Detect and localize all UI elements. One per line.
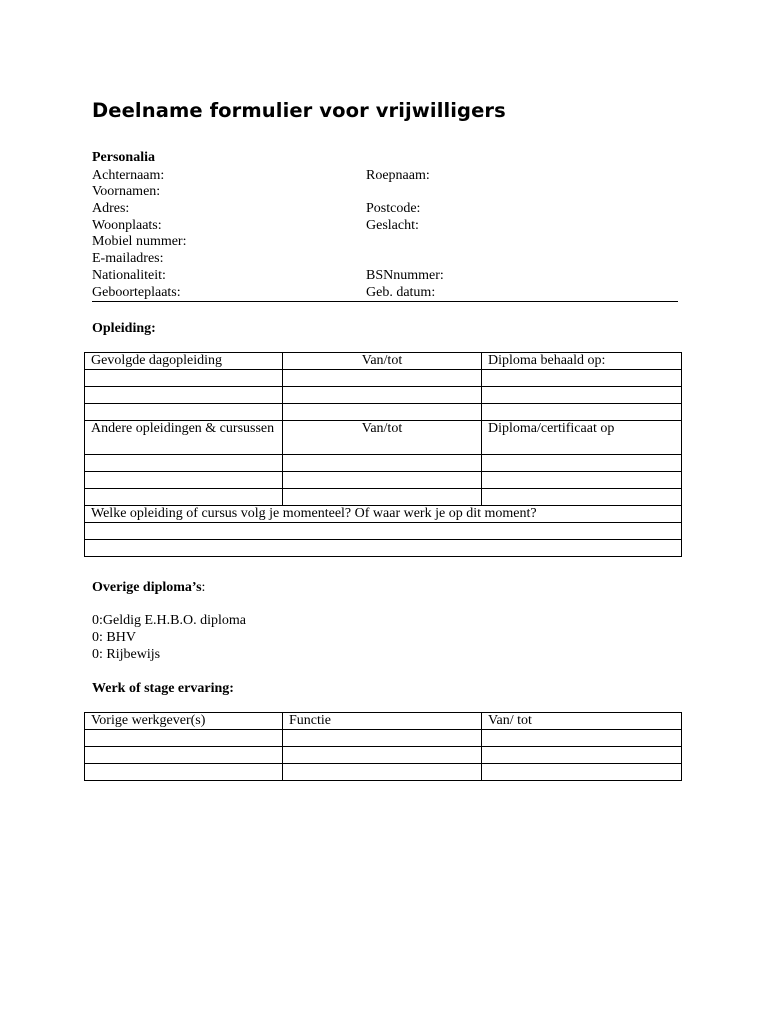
geboorteplaats-label: Geboorteplaats: — [92, 285, 181, 300]
table-row — [85, 472, 682, 489]
header-cell: Gevolgde dagopleiding — [85, 353, 283, 370]
table-row — [85, 370, 682, 387]
woonplaats-label: Woonplaats: — [92, 218, 162, 233]
empty-cell[interactable] — [283, 404, 482, 421]
achternaam-label: Achternaam: — [92, 168, 165, 183]
empty-cell[interactable] — [85, 523, 682, 540]
mobiel-nummer-label: Mobiel nummer: — [92, 234, 187, 249]
empty-cell[interactable] — [283, 472, 482, 489]
empty-cell[interactable] — [283, 730, 482, 747]
empty-cell[interactable] — [482, 455, 682, 472]
empty-cell[interactable] — [85, 747, 283, 764]
empty-cell[interactable] — [283, 387, 482, 404]
opleiding-heading: Opleiding: — [92, 321, 156, 336]
empty-cell[interactable] — [482, 387, 682, 404]
table-row — [85, 506, 682, 523]
header-cell: Van/tot — [283, 421, 482, 455]
empty-cell[interactable] — [85, 404, 283, 421]
personalia-heading: Personalia — [92, 150, 155, 165]
header-cell: Van/tot — [283, 353, 482, 370]
overige-heading: Overige diploma’s — [92, 580, 202, 595]
table-row — [85, 523, 682, 540]
empty-cell[interactable] — [283, 764, 482, 781]
empty-cell[interactable] — [85, 730, 283, 747]
header-cell: Functie — [283, 713, 482, 730]
empty-cell[interactable] — [85, 455, 283, 472]
empty-cell[interactable] — [85, 489, 283, 506]
overige-colon: : — [201, 580, 206, 595]
header-cell: Vorige werkgever(s) — [85, 713, 283, 730]
opleiding-table — [84, 352, 682, 557]
table-row — [85, 489, 682, 506]
nationaliteit-label: Nationaliteit: — [92, 268, 166, 283]
table-row — [85, 747, 682, 764]
empty-cell[interactable] — [283, 747, 482, 764]
werk-heading: Werk of stage ervaring: — [92, 681, 234, 696]
postcode-label: Postcode: — [366, 201, 421, 216]
empty-cell[interactable] — [482, 730, 682, 747]
table-row — [85, 455, 682, 472]
bsn-label: BSNnummer: — [366, 268, 444, 283]
geb-datum-label: Geb. datum: — [366, 285, 436, 300]
empty-cell[interactable] — [482, 370, 682, 387]
table-row — [85, 387, 682, 404]
diploma-bhv: 0: BHV — [92, 630, 136, 645]
werk-table — [84, 712, 682, 781]
empty-cell[interactable] — [283, 489, 482, 506]
header-cell: Van/ tot — [482, 713, 682, 730]
empty-cell[interactable] — [482, 489, 682, 506]
table-row — [85, 421, 682, 455]
voornamen-label: Voornamen: — [92, 184, 161, 199]
empty-cell[interactable] — [482, 747, 682, 764]
empty-cell[interactable] — [283, 370, 482, 387]
table-row — [85, 353, 682, 370]
header-cell: Diploma/certificaat op — [482, 421, 682, 455]
email-label: E-mailadres: — [92, 251, 164, 266]
geslacht-label: Geslacht: — [366, 218, 419, 233]
empty-cell[interactable] — [482, 472, 682, 489]
header-cell: Andere opleidingen & cursussen — [85, 421, 283, 455]
question-cell: Welke opleiding of cursus volg je momenteel? Of waar werk je op dit moment? — [85, 506, 682, 523]
empty-cell[interactable] — [482, 404, 682, 421]
diploma-rijbewijs: 0: Rijbewijs — [92, 647, 161, 662]
overige-heading-line — [92, 579, 205, 596]
table-row — [85, 540, 682, 557]
header-cell: Diploma behaald op: — [482, 353, 682, 370]
empty-cell[interactable] — [283, 455, 482, 472]
empty-cell[interactable] — [85, 472, 283, 489]
empty-cell[interactable] — [482, 764, 682, 781]
roepnaam-label: Roepnaam: — [366, 168, 430, 183]
adres-label: Adres: — [92, 201, 130, 216]
table-row — [85, 713, 682, 730]
empty-cell[interactable] — [85, 540, 682, 557]
table-row — [85, 764, 682, 781]
diploma-ehbo: 0:Geldig E.H.B.O. diploma — [92, 613, 246, 628]
table-row — [85, 404, 682, 421]
empty-cell[interactable] — [85, 387, 283, 404]
personalia-divider — [92, 301, 678, 302]
empty-cell[interactable] — [85, 764, 283, 781]
page-title: Deelname formulier voor vrijwilligers — [92, 99, 506, 122]
table-row — [85, 730, 682, 747]
empty-cell[interactable] — [85, 370, 283, 387]
